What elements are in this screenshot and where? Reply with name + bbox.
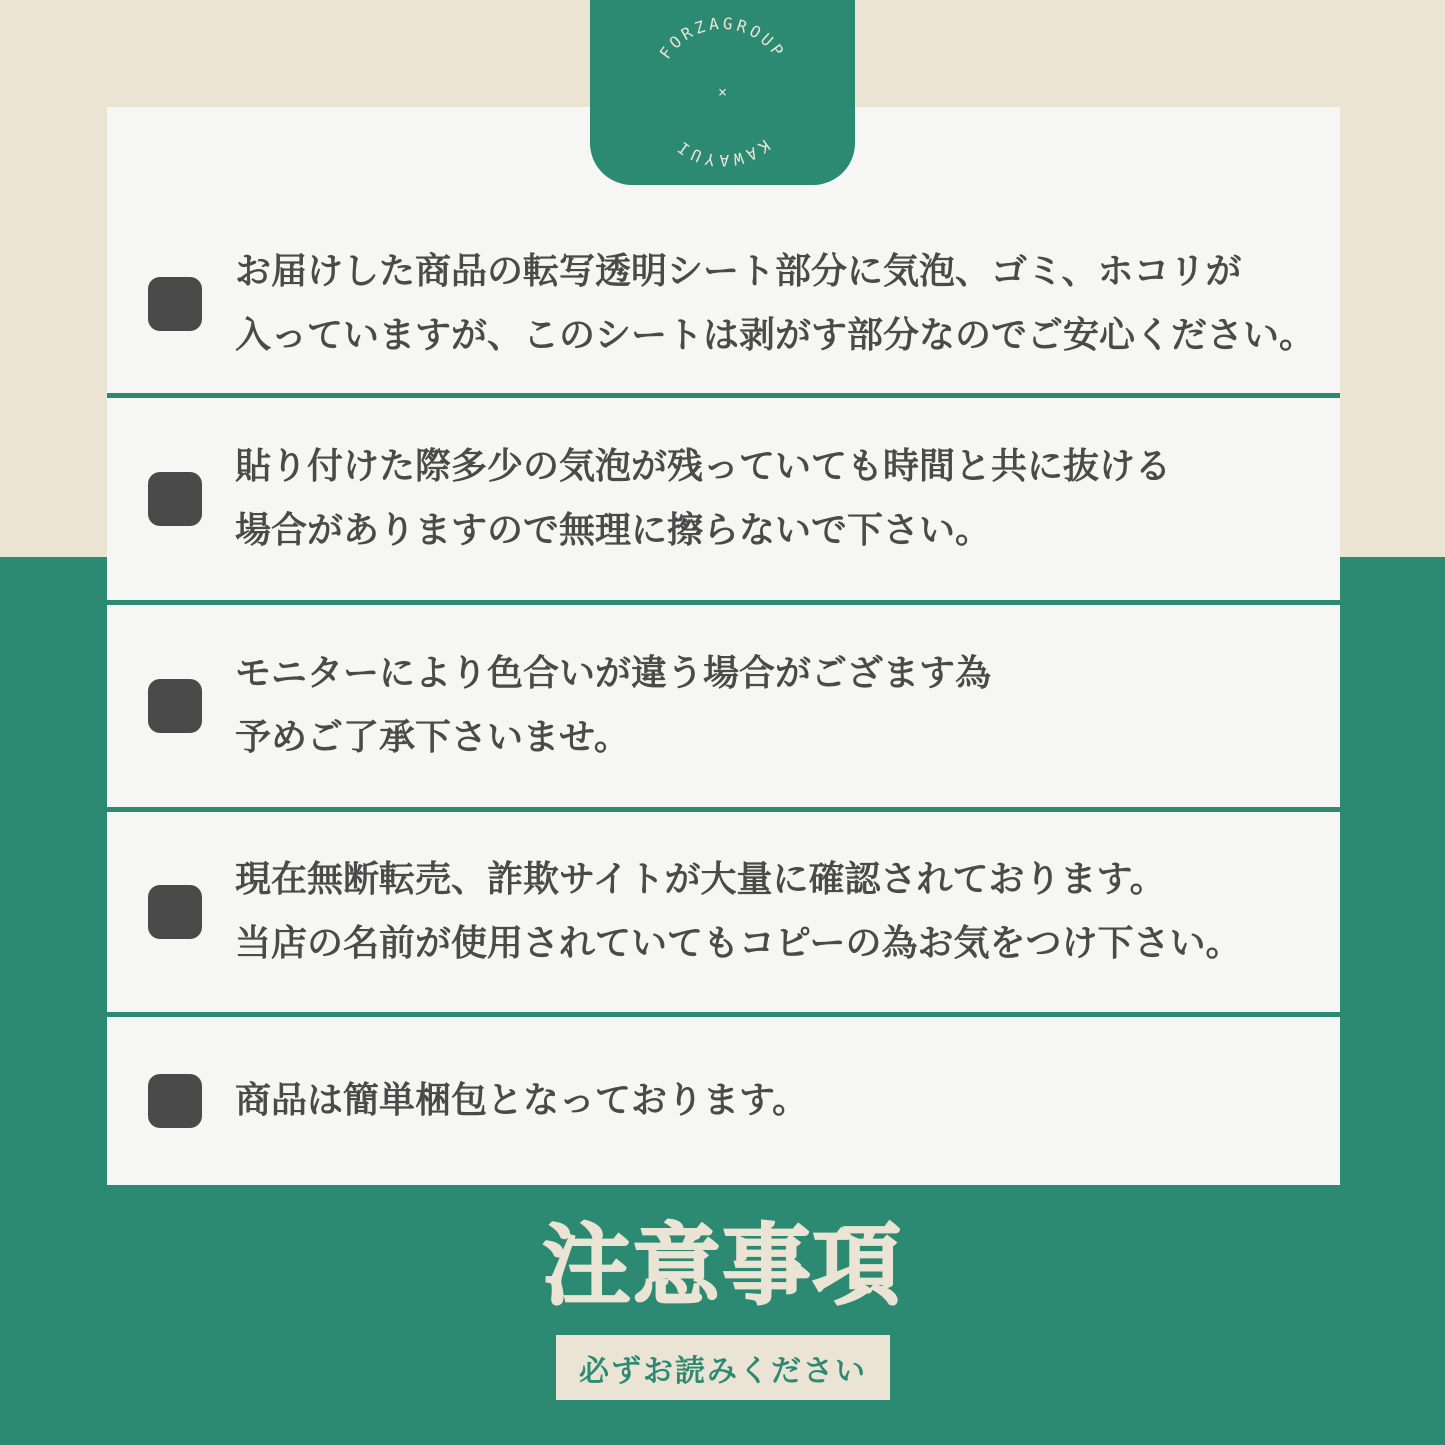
notice-text <box>235 848 1242 976</box>
brand-x-mark: × <box>717 83 728 101</box>
notice-item-4 <box>107 807 1340 1012</box>
checkbox-icon <box>148 1074 202 1128</box>
brand-name-top: FORZAGROUP <box>655 13 790 63</box>
notice-text-line: 貼り付けた際多少の気泡が残っていても時間と共に抜ける <box>235 446 1172 487</box>
notice-text <box>235 1069 808 1133</box>
notice-text-line: 当店の名前が使用されていてもコピーの為お気をつけ下さい。 <box>235 923 1242 964</box>
notice-text-line: 入っていますが、このシートは剥がす部分なのでご安心ください。 <box>235 315 1316 356</box>
brand-badge <box>590 0 855 185</box>
notice-text-line: 場合がありますので無理に擦らないで下さい。 <box>235 510 992 551</box>
notice-text-line: 商品は簡単梱包となっております。 <box>235 1080 809 1121</box>
brand-name-bottom: KAWAYUI <box>671 135 774 171</box>
notice-item-5 <box>107 1012 1340 1185</box>
page-title: 注意事項 <box>542 1214 903 1317</box>
checkbox-icon <box>148 472 202 526</box>
brand-logo-circle <box>590 0 855 185</box>
notice-text <box>235 642 991 770</box>
checkbox-icon <box>148 885 202 939</box>
notice-text <box>235 240 1315 368</box>
notice-text <box>235 435 1171 563</box>
checkbox-icon <box>148 679 202 733</box>
notice-item-2 <box>107 393 1340 600</box>
notice-text-line: 現在無断転売、詐欺サイトが大量に確認されております。 <box>235 859 1166 900</box>
must-read-label: 必ずお読みください <box>556 1335 890 1400</box>
notice-text-line: 予めご了承下さいませ。 <box>235 717 630 758</box>
checkbox-icon <box>148 277 202 331</box>
notice-item-3 <box>107 600 1340 807</box>
notice-text-line: お届けした商品の転写透明シート部分に気泡、ゴミ、ホコリが <box>235 251 1242 292</box>
notice-card <box>107 107 1340 1185</box>
notice-text-line: モニターにより色合いが違う場合がござます為 <box>235 653 992 694</box>
